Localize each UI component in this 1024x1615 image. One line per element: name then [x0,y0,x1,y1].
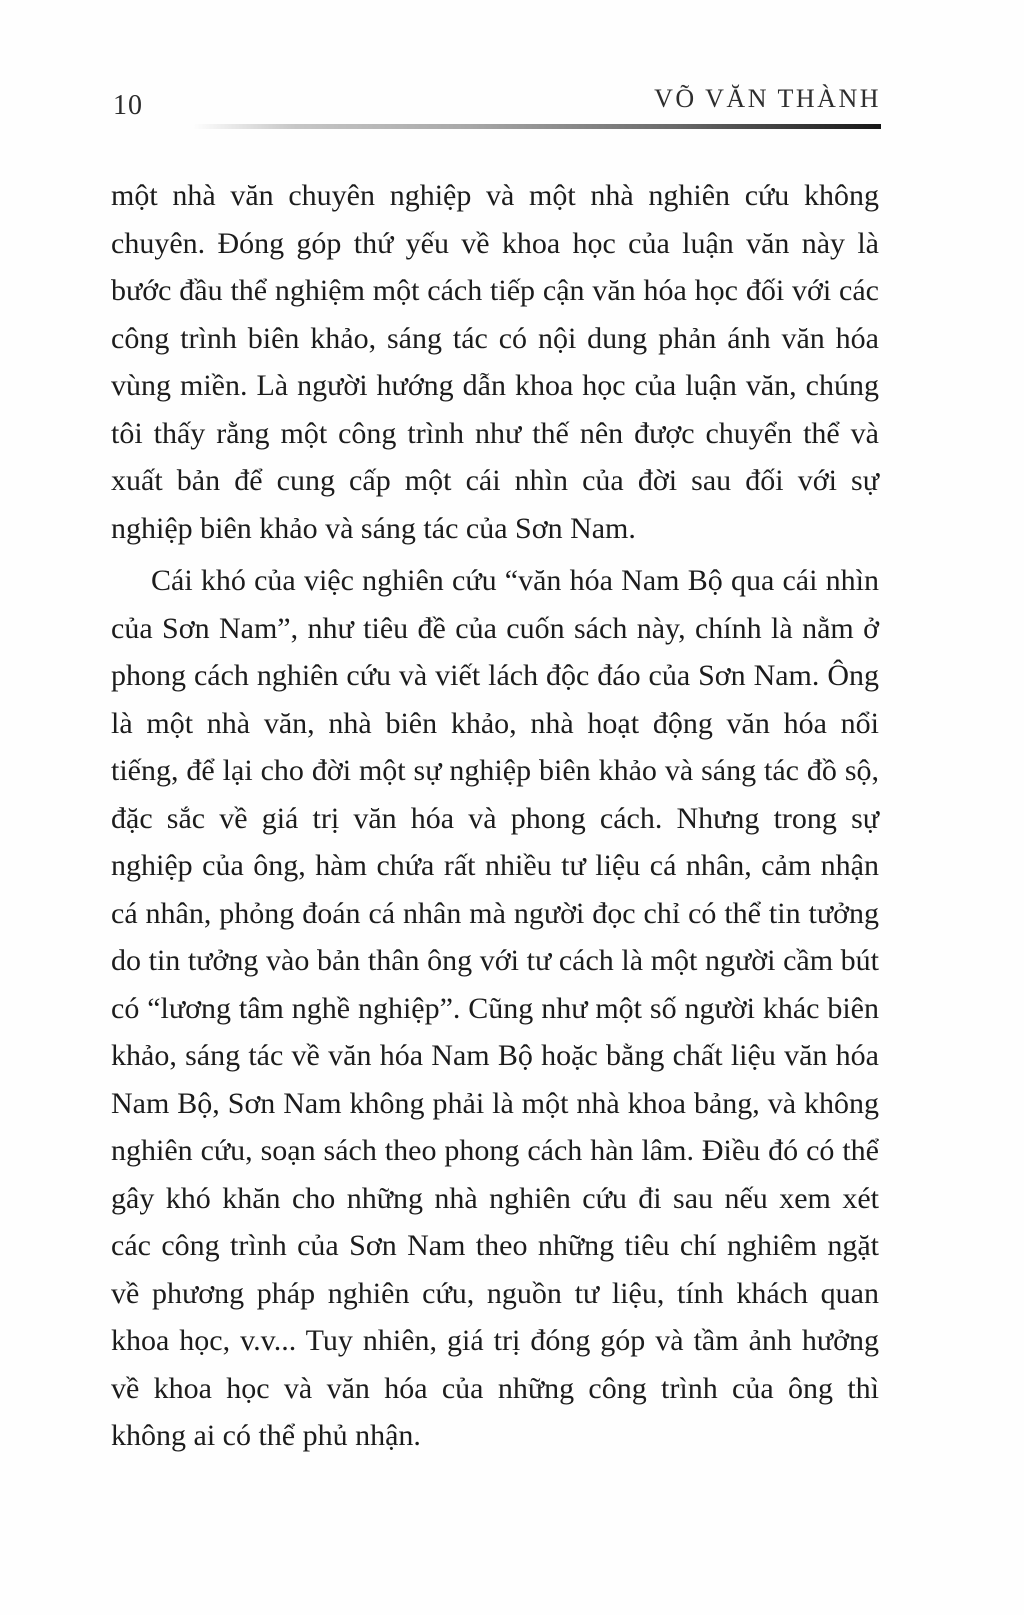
paragraph-continuation: một nhà văn chuyên nghiệp và một nhà nghiên cứu không chuyên. Đóng góp thứ yếu về khoa học của luận văn này là bước đầu thể nghiệm một cách tiếp cận văn hóa học đối với các công trình biên khảo, sáng tác có nội dung phản ánh văn hóa vùng miền. Là người hướng dẫn khoa học của luận văn, chúng tôi thấy rằng một công trình như thế nên được chuyển thể và xuất bản để cung cấp một cái nhìn của đời sau đối với sự nghiệp biên khảo và sáng tác của Sơn Nam. [111,179,879,545]
page-header [0,0,1024,140]
page-number: 10 [113,90,143,121]
running-head-title: VÕ VĂN THÀNH [654,84,881,113]
paragraph-second: Cái khó của việc nghiên cứu “văn hóa Nam Bộ qua cái nhìn của Sơn Nam”, như tiêu đề của cuốn sách này, chính là nằm ở phong cách nghiên cứu và viết lách độc đáo của Sơn Nam. Ông là một nhà văn, nhà biên khảo, nhà hoạt động văn hóa nổi tiếng, để lại cho đời một sự nghiệp biên khảo và sáng tác đồ sộ, đặc sắc về giá trị văn hóa và phong cách. Nhưng trong sự nghiệp của ông, hàm chứa rất nhiều tư liệu cá nhân, cảm nhận cá nhân, phỏng đoán cá nhân mà người đọc chỉ có thể tin tưởng do tin tưởng vào bản thân ông với tư cách là một người cầm bút có “lương tâm nghề nghiệp”. Cũng như một số người khác biên khảo, sáng tác về văn hóa Nam Bộ hoặc bằng chất liệu văn hóa Nam Bộ, Sơn Nam không phải là một nhà khoa bảng, và không nghiên cứu, soạn sách theo phong cách hàn lâm. Điều đó có thể gây khó khăn cho những nhà nghiên cứu đi sau nếu xem xét các công trình của Sơn Nam theo những tiêu chí nghiêm ngặt về phương pháp nghiên cứu, nguồn tư liệu, tính khách quan khoa học, v.v... Tuy nhiên, giá trị đóng góp và tầm ảnh hưởng về khoa học và văn hóa của những công trình của ông thì không ai có thể phủ nhận. [111,564,879,1452]
header-rule-divider [193,124,881,129]
page-body-text [111,172,879,1460]
